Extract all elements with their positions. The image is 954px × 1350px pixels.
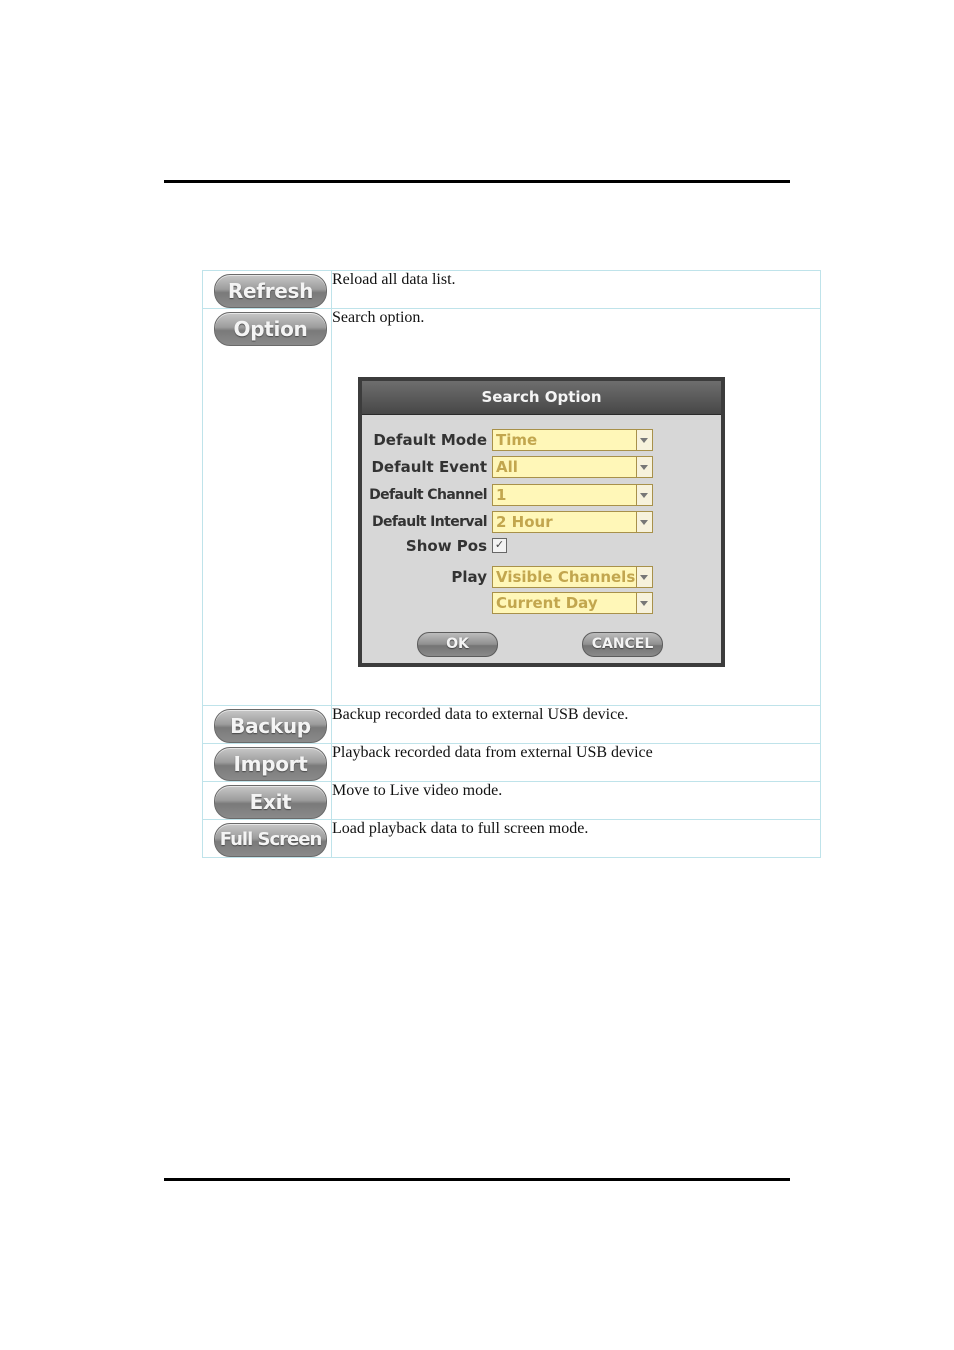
play-row	[362, 566, 721, 588]
option-button[interactable]: Option	[214, 312, 327, 346]
dialog-title: Search Option	[362, 381, 721, 415]
cancel-button[interactable]: CANCEL	[582, 632, 663, 657]
play-range-select[interactable]: Current Day	[492, 592, 653, 614]
row-description: Search option.	[332, 309, 821, 706]
default-event-row	[362, 456, 721, 478]
default-mode-select[interactable]: Time	[492, 429, 653, 451]
row-description: Playback recorded data from external USB device	[332, 744, 821, 782]
refresh-button[interactable]: Refresh	[214, 274, 327, 308]
default-interval-row	[362, 511, 721, 533]
chevron-down-icon[interactable]	[636, 512, 652, 532]
import-button[interactable]: Import	[214, 747, 327, 781]
play-range-row	[362, 592, 721, 614]
ok-button[interactable]: OK	[417, 632, 498, 657]
row-description: Move to Live video mode.	[332, 782, 821, 820]
default-channel-label: Default Channel	[369, 487, 487, 503]
play-label: Play	[451, 568, 487, 586]
header-rule	[164, 180, 790, 183]
backup-button[interactable]: Backup	[214, 709, 327, 743]
show-pos-row	[362, 535, 721, 557]
chevron-down-icon[interactable]	[636, 593, 652, 613]
chevron-down-icon[interactable]	[636, 567, 652, 587]
row-description: Load playback data to full screen mode.	[332, 820, 821, 858]
table-row	[203, 271, 821, 309]
play-channels-select[interactable]: Visible Channels	[492, 566, 653, 588]
table-row	[203, 782, 821, 820]
search-option-dialog	[358, 377, 725, 667]
show-pos-checkbox[interactable]: ✓	[492, 538, 507, 553]
row-description: Backup recorded data to external USB device.	[332, 706, 821, 744]
default-mode-label: Default Mode	[373, 431, 487, 449]
row-description: Reload all data list.	[332, 271, 821, 309]
default-interval-select[interactable]: 2 Hour	[492, 511, 653, 533]
show-pos-label: Show Pos	[405, 537, 487, 555]
table-row	[203, 820, 821, 858]
table-row	[203, 744, 821, 782]
exit-button[interactable]: Exit	[214, 785, 327, 819]
default-interval-label: Default Interval	[371, 514, 487, 530]
default-event-select[interactable]: All	[492, 456, 653, 478]
default-channel-row	[362, 484, 721, 506]
default-mode-row	[362, 429, 721, 451]
chevron-down-icon[interactable]	[636, 430, 652, 450]
table-row	[203, 706, 821, 744]
footer-rule	[164, 1178, 790, 1181]
chevron-down-icon[interactable]	[636, 457, 652, 477]
full-screen-button[interactable]: Full Screen	[214, 823, 327, 857]
chevron-down-icon[interactable]	[636, 485, 652, 505]
default-event-label: Default Event	[371, 458, 487, 476]
default-channel-select[interactable]: 1	[492, 484, 653, 506]
